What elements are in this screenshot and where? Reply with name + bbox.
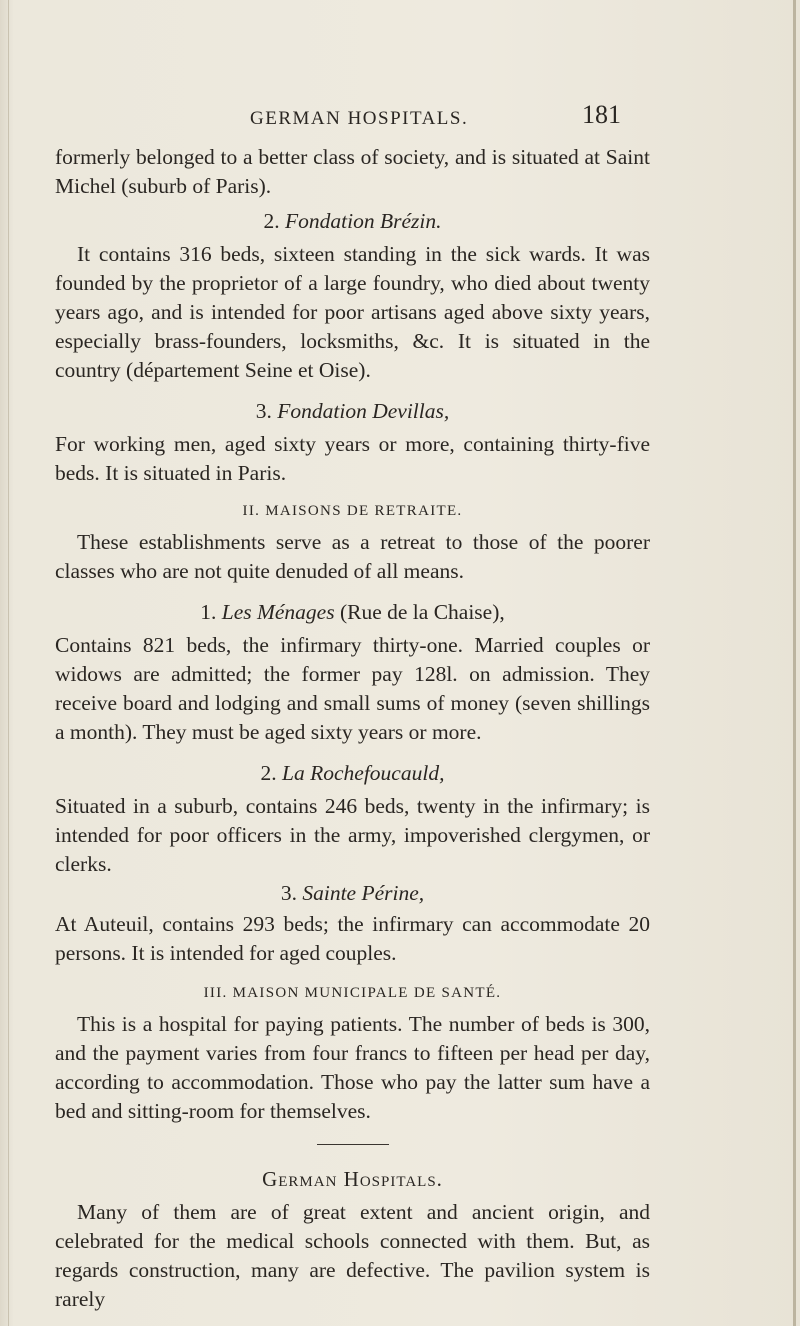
- heading-title: Sainte Périne,: [302, 881, 425, 905]
- page-body: [55, 143, 650, 1314]
- paragraph-intro: formerly belonged to a better class of society, and is situated at Saint Michel (suburb of Paris).: [55, 145, 650, 198]
- heading-number: 3.: [255, 399, 272, 423]
- heading-title: Fondation Devillas,: [277, 399, 450, 423]
- page-number: 181: [582, 100, 621, 129]
- paragraph-maisons: These establishments serve as a retreat to those of the poorer classes who are not quite denuded of all means.: [55, 530, 650, 583]
- paragraph-brezin: It contains 316 beds, sixteen standing in the sick wards. It was founded by the proprietor of a large foundry, who died about twenty years ago, and is intended for poor artisans aged above sixty years, especially brass-founders, locksmiths, &c. It is situated in the country (département Seine et Oise).: [55, 242, 650, 382]
- page-gutter-line: [8, 0, 9, 1326]
- paragraph-menages: Contains 821 beds, the infirmary thirty-one. Married couples or widows are admitted; the former pay 128l. on admission. They receive board and lodging and small sums of money (seven shillings a month). They must be aged sixty years or more.: [55, 633, 650, 744]
- paragraph-devillas: For working men, aged sixty years or more, containing thirty-five beds. It is situated in Paris.: [55, 432, 650, 485]
- heading-number: 2.: [260, 761, 277, 785]
- heading-number: 2.: [263, 209, 280, 233]
- heading-title: Les Ménages: [221, 600, 335, 624]
- heading-number: 3.: [280, 881, 297, 905]
- paragraph-german: Many of them are of great extent and ancient origin, and celebrated for the medical schools connected with them. But, as regards construction, many are defective. The pavilion system is rarely: [55, 1200, 650, 1311]
- page-edge-line: [793, 0, 796, 1326]
- heading-fondation-brezin: [55, 207, 650, 236]
- paragraph-maison-municipale: This is a hospital for paying patients. The number of beds is 300, and the payment varies from four francs to fifteen per head per day, according to accommodation. Those who pay the latter sum have a bed and sitting-room for themselves.: [55, 1012, 650, 1123]
- heading-maisons-de-retraite: II. MAISONS DE RETRAITE.: [242, 503, 463, 519]
- heading-subtitle: (Rue de la Chaise),: [334, 600, 505, 624]
- paragraph-rochefoucauld: Situated in a suburb, contains 246 beds, twenty in the infirmary; is intended for poor officers in the army, impoverished clergymen, or clerks.: [55, 794, 650, 876]
- running-head: GERMAN HOSPITALS.: [250, 108, 469, 129]
- page-header: [0, 100, 800, 140]
- heading-sainte-perine: [55, 879, 650, 908]
- heading-german-hospitals: German Hospitals.: [262, 1167, 443, 1191]
- heading-title: La Rochefoucauld,: [282, 761, 445, 785]
- section-divider: [317, 1144, 389, 1145]
- heading-la-rochefoucauld: [55, 759, 650, 788]
- heading-number: 1.: [200, 600, 217, 624]
- paragraph-perine: At Auteuil, contains 293 beds; the infirmary can accommodate 20 persons. It is intended for aged couples.: [55, 912, 650, 965]
- heading-les-menages: [55, 598, 650, 627]
- heading-title: Fondation Brézin.: [285, 209, 442, 233]
- heading-fondation-devillas: [55, 397, 650, 426]
- heading-maison-municipale: III. MAISON MUNICIPALE DE SANTÉ.: [203, 985, 502, 1001]
